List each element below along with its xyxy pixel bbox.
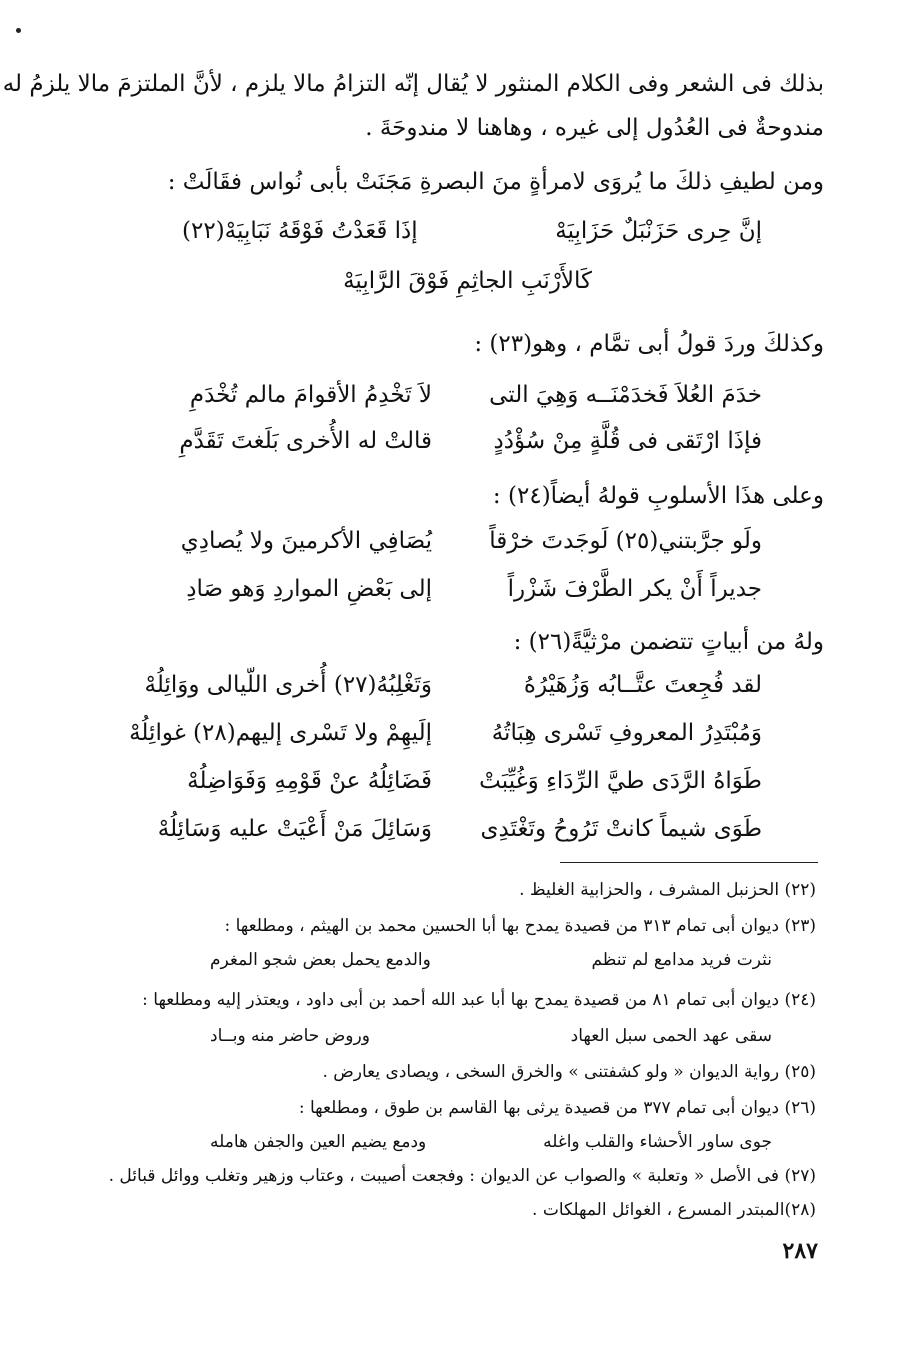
verse-1-hemistich-c: كَالأَرْنَبِ الجاثِمِ فَوْقَ الرَّابِيَهْ xyxy=(343,268,592,294)
verse-4-3-b: فَضَائِلُهُ عنْ قَوْمِهِ وَفَوَاضِلُهْ xyxy=(187,768,432,794)
footnote-28: (٢٨)المبتدر المسرع ، الغوائل المهلكات . xyxy=(532,1200,816,1220)
footnote-26-verse-b: ودمع يضيم العين والجفن هامله xyxy=(210,1132,427,1152)
footnote-24: (٢٤) ديوان أبى تمام ٨١ من قصيدة يمدح بها أبا عبد الله أحمد بن أبى داود ، ويعتذر إليه ومطلعها : xyxy=(142,990,816,1010)
footnote-26-verse-a: جوى ساور الأحشاء والقلب واغله xyxy=(543,1132,772,1152)
margin-dot xyxy=(16,28,21,33)
verse-2-2-b: قالتْ له الأُخرى بَلَغتَ تَقَدَّمِ xyxy=(179,428,432,454)
footnote-27: (٢٧) فى الأصل « وتعلبة » والصواب عن الديوان : وفجعت أصيبت ، وعتاب وزهير وتغلب ووائل قبائل . xyxy=(108,1166,816,1186)
footnote-22: (٢٢) الحزنبل المشرف ، والحزابية الغليظ . xyxy=(519,880,816,900)
verse-4-2-a: وَمُبْتَدِرُ المعروفِ تَسْرى هِبَاتُهُ xyxy=(491,720,762,746)
verse-2-1-a: خدَمَ العُلاَ فَخدَمْنَــه وَهِيَ التى xyxy=(489,382,762,408)
paragraph-2-line-1: ومن لطيفِ ذلكَ ما يُروَى لامرأةٍ منَ البصرةِ مَجَنَتْ بأبى نُواس فقَالَتْ : xyxy=(167,169,824,195)
verse-1-hemistich-b: إذَا قَعَدْتُ فَوْقَهُ نَبَابِيَهْ(٢٢) xyxy=(182,218,418,244)
page-number: ٢٨٧ xyxy=(782,1238,818,1264)
verse-4-1-b: وَتَغْلِبُهُ(٢٧) أُخرى اللّيالى ووَائِلُهْ xyxy=(144,672,432,698)
paragraph-3-line-1: وكذلكَ وردَ قولُ أبى تمَّام ، وهو(٢٣) : xyxy=(474,331,824,357)
footnote-23-verse-b: والدمع يحمل بعض شجو المغرم xyxy=(210,950,431,970)
verse-3-2-b: إلى بَعْضِ المواردِ وَهو صَادِ xyxy=(186,576,432,602)
verse-4-4-b: وَسَائِلَ مَنْ أَعْيَتْ عليه وَسَائِلُهْ xyxy=(157,816,432,842)
footnote-25: (٢٥) رواية الديوان « ولو كشفتنى » والخرق السخى ، ويصادى يعارض . xyxy=(322,1062,816,1082)
verse-2-2-a: فإذَا ارْتَقى فى قُلَّةٍ مِنْ سُؤْدُدٍ xyxy=(493,428,762,454)
footnote-separator xyxy=(560,862,818,863)
footnote-23-verse-a: نثرت فريد مدامع لم تنظم xyxy=(591,950,772,970)
paragraph-4-line-1: وعلى هذَا الأسلوبِ قولهُ أيضاً(٢٤) : xyxy=(492,483,824,509)
verse-2-1-b: لاَ تَخْدِمُ الأقوامَ مالم تُخْدَمِ xyxy=(189,382,432,408)
verse-4-1-a: لقد فُجِعتَ عتَّــابُه وَزُهَيْرُهُ xyxy=(523,672,762,698)
paragraph-1-line-1: بذلك فى الشعر وفى الكلام المنثور لا يُقال إنّه التزامُ مالا يلزم ، لأنَّ الملتزمَ مالا يلزمُ له xyxy=(2,71,824,97)
footnote-26: (٢٦) ديوان أبى تمام ٣٧٧ من قصيدة يرثى بها القاسم بن طوق ، ومطلعها : xyxy=(298,1098,816,1118)
paragraph-5-line-1: ولهُ من أبياتٍ تتضمن مرْثيَّةً(٢٦) : xyxy=(513,629,824,655)
verse-4-2-b: إلَيهِمْ ولا تَسْرى إليهم(٢٨) غوائِلُهْ xyxy=(129,720,432,746)
verse-3-2-a: جديراً أَنْ يكر الطَّرْفَ شَزْراً xyxy=(507,576,762,602)
verse-4-3-a: طَوَاهُ الرَّدَى طيَّ الرِّدَاءِ وَغُيِّبَتْ xyxy=(479,768,762,794)
verse-1-hemistich-a: إنَّ حِرى حَزَنْبَلٌ حَزَابِيَهْ xyxy=(555,218,762,244)
footnote-23: (٢٣) ديوان أبى تمام ٣١٣ من قصيدة يمدح بها أبا الحسين محمد بن الهيثم ، ومطلعها : xyxy=(224,916,816,936)
footnote-24-verse-a: سقى عهد الحمى سبل العهاد xyxy=(570,1026,772,1046)
verse-3-1-b: يُصَافِي الأكرمينَ ولا يُصادِي xyxy=(180,528,432,554)
paragraph-1-line-2: مندوحةٌ فى العُدُول إلى غيره ، وهاهنا لا مندوحَةَ . xyxy=(365,115,824,141)
verse-4-4-a: طَوَى شيماً كانتْ تَرُوحُ وتَغْتَدِى xyxy=(480,816,762,842)
footnote-24-verse-b: وروض حاضر منه وبــاد xyxy=(210,1026,370,1046)
verse-3-1-a: ولَو جرَّبتني(٢٥) لَوجَدتَ خرْقاً xyxy=(489,528,762,554)
